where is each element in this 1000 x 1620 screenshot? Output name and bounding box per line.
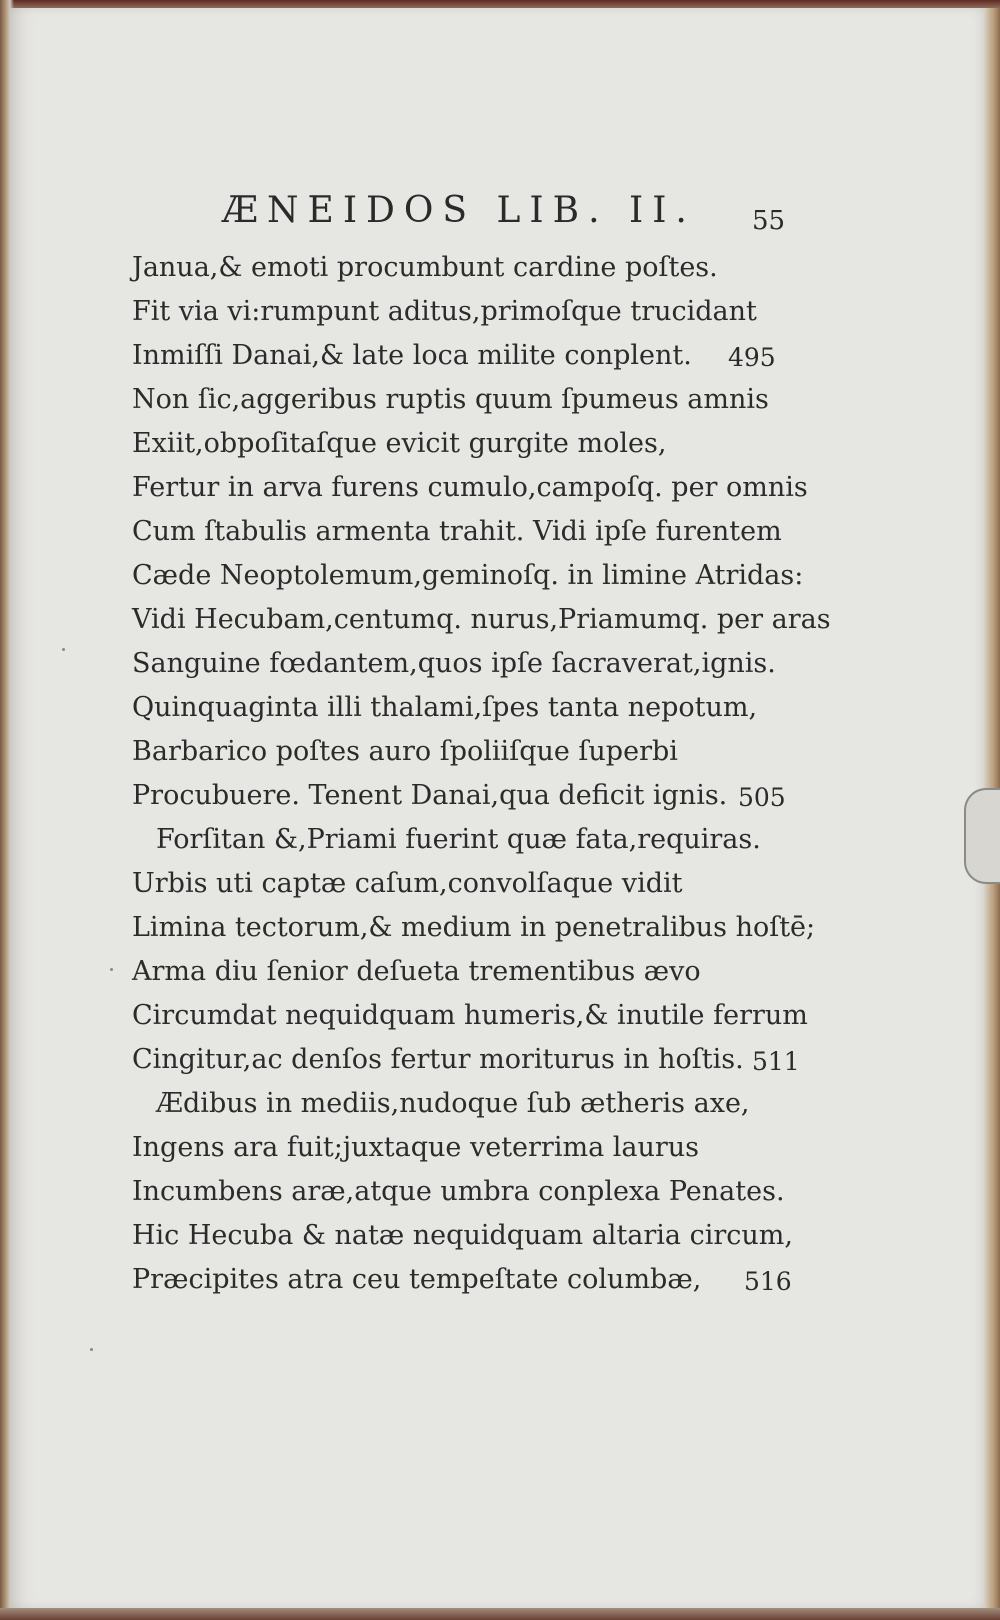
thumb-index-tab [964,788,1000,884]
verse-text: Inmiſſi Danai,& late loca milite conplent. [132,340,692,371]
verse-line [132,334,812,378]
verse-line [132,1038,812,1082]
verse-text: Procubuere. Tenent Danai,qua deficit ignis. [132,780,728,811]
verse-line [132,290,812,334]
verse-line [132,554,812,598]
verse-text: Cingitur,ac denſos fertur moriturus in hoſtis. [132,1044,744,1075]
paper-speck [62,648,65,651]
verse-text: Præcipites atra ceu tempeſtate columbæ, [132,1264,702,1295]
verse-line [132,510,812,554]
verse-text: Janua,& emoti procumbunt cardine poſtes. [132,252,718,283]
verse-text: Incumbens aræ,atque umbra conplexa Penates. [132,1176,785,1207]
verse-line [132,686,812,730]
verse-text: Exiit,obpoſitaſque evicit gurgite moles, [132,428,667,459]
verse-line [132,730,812,774]
verse-text: Forſitan &,Priami fuerint quæ fata,requiras. [156,824,761,855]
verse-line [132,774,812,818]
verse-line [132,818,812,862]
verse-line [132,246,812,290]
verse-line [132,1082,812,1126]
paper-speck [110,968,113,971]
line-number: 505 [738,783,786,812]
verse-line [132,906,816,950]
verse-text: Vidi Hecubam,centumq. nurus,Priamumq. per aras [132,604,831,635]
verse-text: Non ſic,aggeribus ruptis quum ſpumeus amnis [132,384,769,415]
line-number: 495 [728,343,776,372]
verse-line [132,862,812,906]
verse-text: Sanguine fœdantem,quos ipſe ſacraverat,ignis. [132,648,776,679]
verse-text: Urbis uti captæ caſum,convolſaque vidit [132,868,683,899]
verse-text: Quinquaginta illi thalami,ſpes tanta nepotum, [132,692,758,723]
verse-text: Ingens ara fuit;juxtaque veterrima laurus [132,1132,700,1163]
verse-line [132,466,812,510]
verse-text: Ædibus in mediis,nudoque ſub ætheris axe, [156,1088,750,1119]
verse-line [132,378,812,422]
verse-text: Hic Hecuba & natæ nequidquam altaria circum, [132,1220,793,1251]
verse-text: Circumdat nequidquam humeris,& inutile ferrum [132,1000,808,1031]
verse-line [132,994,812,1038]
running-header [222,190,786,240]
line-number: 516 [744,1267,792,1296]
verse-text: Arma diu ſenior deſueta trementibus ævo [132,956,701,987]
verse-line [132,642,812,686]
verse-text: Cæde Neoptolemum,geminoſq. in limine Atridas: [132,560,804,591]
verse-text: Fit via vi:rumpunt aditus,primoſque trucidant [132,296,757,327]
verse-block [132,246,831,1302]
running-title: ÆNEIDOS LIB. II. [222,190,696,231]
verse-line [132,950,812,994]
verse-line [132,1126,812,1170]
verse-line [132,1258,812,1302]
verse-line [132,1170,812,1214]
verse-line [132,422,812,466]
verse-text: Limina tectorum,& medium in penetralibus hoſtē; [132,912,816,943]
verse-line [132,598,831,642]
verse-text: Barbarico poſtes auro ſpoliiſque ſuperbi [132,736,678,767]
line-number: 511 [752,1047,800,1076]
verse-text: Cum ſtabulis armenta trahit. Vidi ipſe furentem [132,516,782,547]
page-number: 55 [752,206,786,236]
book-cover-bottom [0,1608,1000,1620]
verse-text: Fertur in arva furens cumulo,campoſq. per omnis [132,472,808,503]
verse-line [132,1214,812,1258]
paper-speck [90,1348,93,1351]
